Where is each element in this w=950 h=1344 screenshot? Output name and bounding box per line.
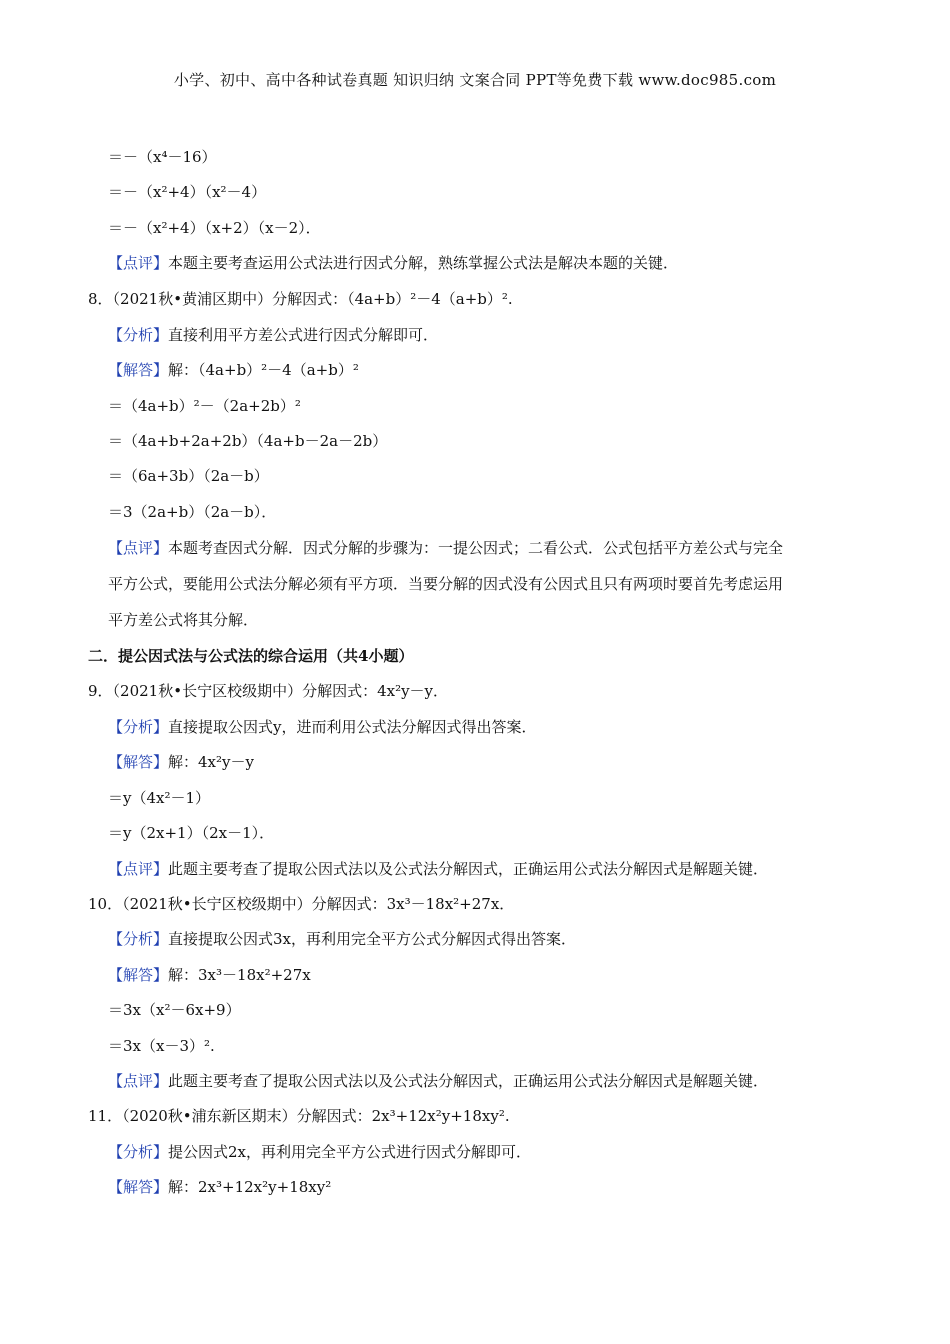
comment-tag: 【点评】 — [108, 860, 169, 878]
q9-comment — [108, 859, 768, 879]
q9-step-3: ＝y（2x+1）（2x－1）． — [108, 824, 275, 842]
q8-title: 8．（2021秋•黄浦区期中）分解因式：（4a+b）²－4（a+b）². — [88, 290, 513, 308]
q8-analysis-text: 直接利用平方差公式进行因式分解即可． — [168, 326, 439, 344]
comment-tag: 【点评】 — [108, 539, 169, 557]
q9-analysis — [108, 717, 537, 737]
q10-analysis — [108, 929, 576, 949]
q11-analysis-text: 提公因式2x，再利用完全平方公式进行因式分解即可． — [168, 1143, 532, 1161]
answer-tag: 【解答】 — [108, 753, 169, 771]
answer-tag: 【解答】 — [108, 1178, 169, 1196]
analysis-tag: 【分析】 — [108, 326, 169, 344]
q8-answer — [108, 360, 359, 380]
answer-tag: 【解答】 — [108, 361, 169, 379]
q8-comment-line-2: 平方公式，要能用公式法分解必须有平方项．当要分解的因式没有公因式且只有两项时要首先考虑运用 — [108, 575, 784, 593]
analysis-tag: 【分析】 — [108, 1143, 169, 1161]
q8-analysis — [108, 325, 438, 345]
q10-comment-text: 此题主要考查了提取公因式法以及公式法分解因式，正确运用公式法分解因式是解题关键． — [168, 1072, 769, 1090]
q7-comment — [108, 253, 678, 273]
q9-step-2: ＝y（4x²－1） — [108, 789, 211, 807]
q9-analysis-text: 直接提取公因式y，进而利用公式法分解因式得出答案． — [168, 718, 537, 736]
analysis-tag: 【分析】 — [108, 930, 169, 948]
q9-comment-text: 此题主要考查了提取公因式法以及公式法分解因式，正确运用公式法分解因式是解题关键． — [168, 860, 769, 878]
q9-answer-lead: 解：4x²y－y — [168, 753, 254, 771]
analysis-tag: 【分析】 — [108, 718, 169, 736]
q10-comment — [108, 1071, 768, 1091]
q8-step-4: ＝（6a+3b）（2a－b） — [108, 467, 269, 485]
q7-comment-text: 本题主要考查运用公式法进行因式分解，熟练掌握公式法是解决本题的关键． — [168, 254, 679, 272]
q8-comment-line-1: 本题考查因式分解．因式分解的步骤为：一提公因式；二看公式．公式包括平方差公式与完全 — [168, 539, 784, 557]
q10-step-2: ＝3x（x²－6x+9） — [108, 1001, 241, 1019]
q10-title: 10．（2021秋•长宁区校级期中）分解因式：3x³－18x²+27x． — [88, 895, 515, 913]
answer-tag: 【解答】 — [108, 966, 169, 984]
q8-step-2: ＝（4a+b）²－（2a+2b）² — [108, 397, 301, 415]
q7-step-4: ＝－（x²+4）（x+2）（x－2）． — [108, 219, 321, 237]
comment-tag: 【点评】 — [108, 1072, 169, 1090]
q11-title: 11．（2020秋•浦东新区期末）分解因式：2x³+12x²y+18xy². — [88, 1107, 510, 1125]
q8-answer-lead: 解：（4a+b）²－4（a+b）² — [168, 361, 359, 379]
q8-comment — [108, 538, 783, 558]
q11-answer-lead: 解：2x³+12x²y+18xy² — [168, 1178, 332, 1196]
q8-comment-line-3: 平方差公式将其分解． — [108, 611, 259, 629]
q7-step-2: ＝－（x⁴－16） — [108, 148, 217, 166]
q7-step-3: ＝－（x²+4）（x²－4） — [108, 183, 267, 201]
q9-title: 9．（2021秋•长宁区校级期中）分解因式：4x²y－y． — [88, 682, 449, 700]
q11-analysis — [108, 1142, 531, 1162]
q10-answer — [108, 965, 311, 985]
q10-step-3: ＝3x（x－3）². — [108, 1037, 215, 1055]
comment-tag: 【点评】 — [108, 254, 169, 272]
page-header: 小学、初中、高中各种试卷真题 知识归纳 文案合同 PPT等免费下载 www.doc985.com — [173, 71, 777, 89]
q10-answer-lead: 解：3x³－18x²+27x — [168, 966, 311, 984]
section-title: 二．提公因式法与公式法的综合运用（共4小题） — [88, 647, 414, 665]
q8-step-5: ＝3（2a+b）（2a－b）． — [108, 503, 277, 521]
q10-analysis-text: 直接提取公因式3x，再利用完全平方公式分解因式得出答案． — [168, 930, 577, 948]
q9-answer — [108, 752, 254, 772]
q8-step-3: ＝（4a+b+2a+2b）（4a+b－2a－2b） — [108, 432, 388, 450]
q11-answer — [108, 1177, 331, 1197]
